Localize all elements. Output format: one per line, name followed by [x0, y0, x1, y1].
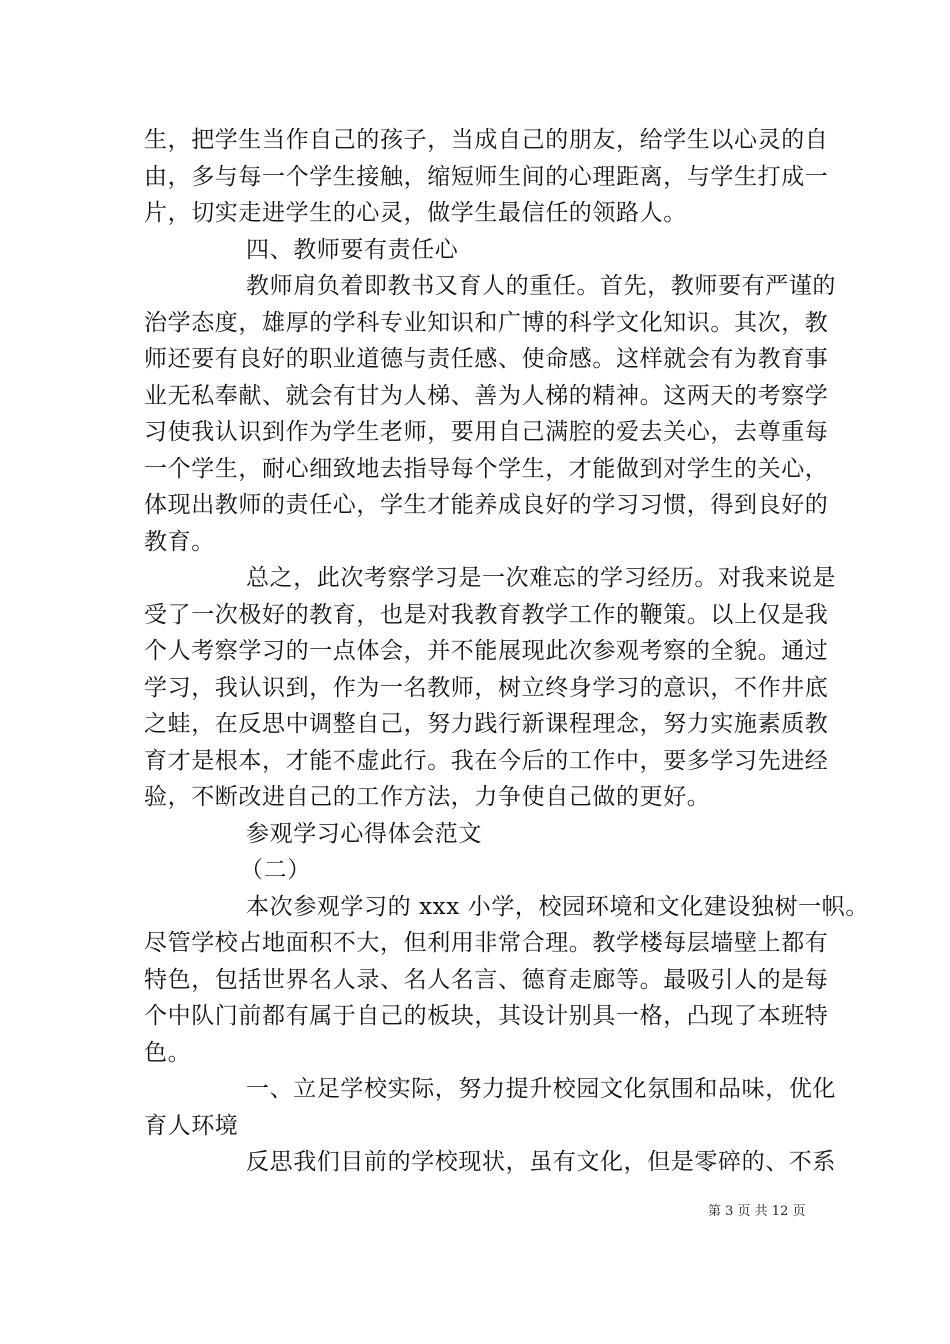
text-line: 色。 [144, 1040, 192, 1066]
text-line: 个人考察学习的一点体会，并不能展现此次参观考察的全貌。通过 [144, 638, 829, 664]
text-line: 治学态度，雄厚的学科专业知识和广博的科学文化知识。其次，教 [144, 310, 829, 336]
text-line: 一个学生，耐心细致地去指导每个学生，才能做到对学生的关心， [144, 456, 829, 482]
subtitle-number: （二） [240, 857, 311, 883]
text-line: 习使我认识到作为学生老师，要用自己满腔的爱去关心，去尊重每 [144, 419, 829, 445]
section-heading: 四、教师要有责任心 [246, 237, 459, 263]
page-footer: 第 3 页 共 12 页 [708, 1204, 806, 1219]
subtitle: 参观学习心得体会范文 [246, 821, 482, 847]
text-line: 教育。 [144, 529, 215, 555]
text-line: 生，把学生当作自己的孩子，当成自己的朋友，给学生以心灵的自 [144, 127, 829, 153]
text-line: 教师肩负着即教书又育人的重任。首先，教师要有严谨的 [246, 273, 836, 299]
text-line: 尽管学校占地面积不大，但利用非常合理。教学楼每层墙壁上都有 [144, 930, 829, 956]
text-line: 个中队门前都有属于自己的板块，其设计别具一格，凸现了本班特 [144, 1003, 829, 1029]
text-line: 特色，包括世界名人录、名人名言、德育走廊等。最吸引人的是每 [144, 967, 829, 993]
section-heading: 一、立足学校实际，努力提升校园文化氛围和品味，优化 [246, 1076, 836, 1102]
text-line: 受了一次极好的教育，也是对我教育教学工作的鞭策。以上仅是我 [144, 602, 829, 628]
text-line: 验，不断改进自己的工作方法，力争使自己做的更好。 [144, 784, 711, 810]
text-line: 反思我们目前的学校现状，虽有文化，但是零碎的、不系 [246, 1149, 836, 1175]
text-line: 总之，此次考察学习是一次难忘的学习经历。对我来说是 [246, 565, 836, 591]
text-line: 师还要有良好的职业道德与责任感、使命感。这样就会有为教育事 [144, 346, 829, 372]
text-line: 体现出教师的责任心，学生才能养成良好的学习习惯，得到良好的 [144, 492, 829, 518]
text-line: 片，切实走进学生的心灵，做学生最信任的领路人。 [144, 200, 687, 226]
section-heading-cont: 育人环境 [144, 1113, 239, 1139]
text-line: 学习，我认识到，作为一名教师，树立终身学习的意识，不作井底 [144, 675, 829, 701]
text-line: 本次参观学习的 xxx 小学，校园环境和文化建设独树一帜。 [246, 894, 869, 920]
text-line: 育才是根本，才能不虚此行。我在今后的工作中，要多学习先进经 [144, 748, 829, 774]
text-line: 由，多与每一个学生接触，缩短师生间的心理距离，与学生打成一 [144, 164, 829, 190]
text-line: 业无私奉献、就会有甘为人梯、善为人梯的精神。这两天的考察学 [144, 383, 829, 409]
text-line: 之蛙，在反思中调整自己，努力践行新课程理念，努力实施素质教 [144, 711, 829, 737]
